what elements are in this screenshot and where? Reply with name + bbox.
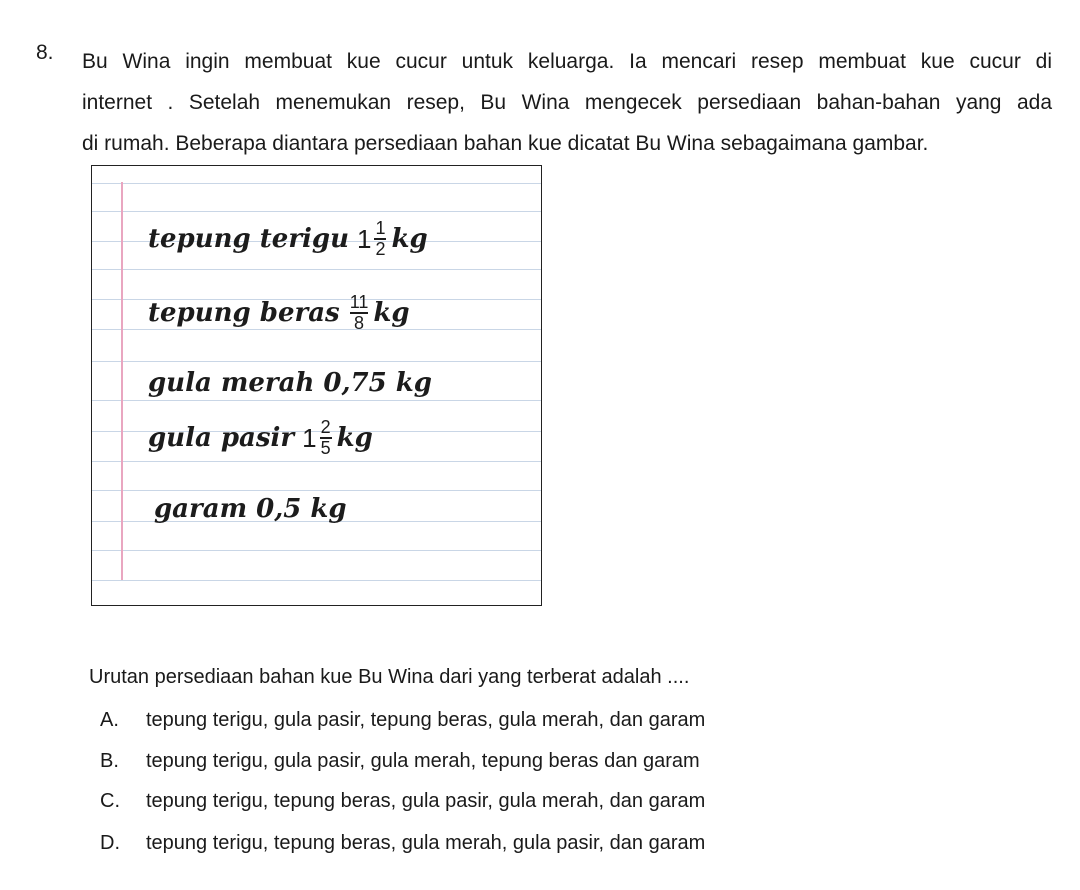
option-text: tepung terigu, gula pasir, tepung beras, gula merah, dan garam <box>146 709 706 731</box>
denominator: 8 <box>354 313 365 333</box>
option-text: tepung terigu, tepung beras, gula pasir, gula merah, dan garam <box>146 790 706 812</box>
mixed-number <box>302 418 334 458</box>
note-margin-line <box>121 182 123 580</box>
fraction <box>320 418 332 458</box>
whole-part: 1 <box>356 223 372 254</box>
note-item-tepung-beras <box>148 293 410 333</box>
note-rule-line <box>92 361 541 362</box>
note-item-tepung-terigu <box>148 219 428 259</box>
option-text: tepung terigu, tepung beras, gula merah, gula pasir, dan garam <box>146 832 706 854</box>
option-letter: C. <box>100 790 120 812</box>
mixed-number <box>357 219 389 259</box>
note-item-gula-merah <box>148 368 432 398</box>
question-text <box>82 41 1052 164</box>
question-line: di rumah. Beberapa diantara persediaan bahan kue dicatat Bu Wina sebagaimana gambar. <box>82 132 929 155</box>
numerator: 11 <box>349 292 369 312</box>
denominator: 2 <box>375 239 386 259</box>
numerator: 2 <box>320 417 331 437</box>
note-rule-line <box>92 580 541 581</box>
option-letter: B. <box>100 750 119 772</box>
ingredient-note-image <box>91 165 542 606</box>
option-letter: D. <box>100 832 120 854</box>
denominator: 5 <box>320 438 331 458</box>
note-rule-line <box>92 269 541 270</box>
numerator: 1 <box>375 218 386 238</box>
option-text: tepung terigu, gula pasir, gula merah, tepung beras dan garam <box>146 750 700 772</box>
item-name: tepung beras <box>148 298 340 328</box>
note-rule-line <box>92 400 541 401</box>
question-line: internet . Setelah menemukan resep, Bu Wina mengecek persediaan bahan-bahan yang ada <box>82 91 1052 114</box>
item-text: garam 0,5 kg <box>154 494 347 524</box>
item-text: gula merah 0,75 kg <box>148 368 432 398</box>
note-item-gula-pasir <box>148 418 373 458</box>
note-rule-line <box>92 461 541 462</box>
fraction <box>350 293 369 333</box>
note-rule-line <box>92 183 541 184</box>
whole-part: 1 <box>302 422 317 453</box>
note-rule-line <box>92 211 541 212</box>
unit: kg <box>373 298 410 328</box>
question-line: Bu Wina ingin membuat kue cucur untuk keluarga. Ia mencari resep membuat kue cucur di <box>82 50 1052 73</box>
note-rule-line <box>92 550 541 551</box>
question-number: 8. <box>36 41 54 64</box>
question-prompt: Urutan persediaan bahan kue Bu Wina dari yang terberat adalah .... <box>89 666 690 688</box>
option-letter: A. <box>100 709 119 731</box>
note-item-garam <box>154 494 347 524</box>
item-name: tepung terigu <box>148 224 349 254</box>
unit: kg <box>336 423 373 453</box>
unit: kg <box>391 224 428 254</box>
note-rule-line <box>92 490 541 491</box>
fraction <box>374 219 386 259</box>
item-name: gula pasir <box>148 423 295 453</box>
